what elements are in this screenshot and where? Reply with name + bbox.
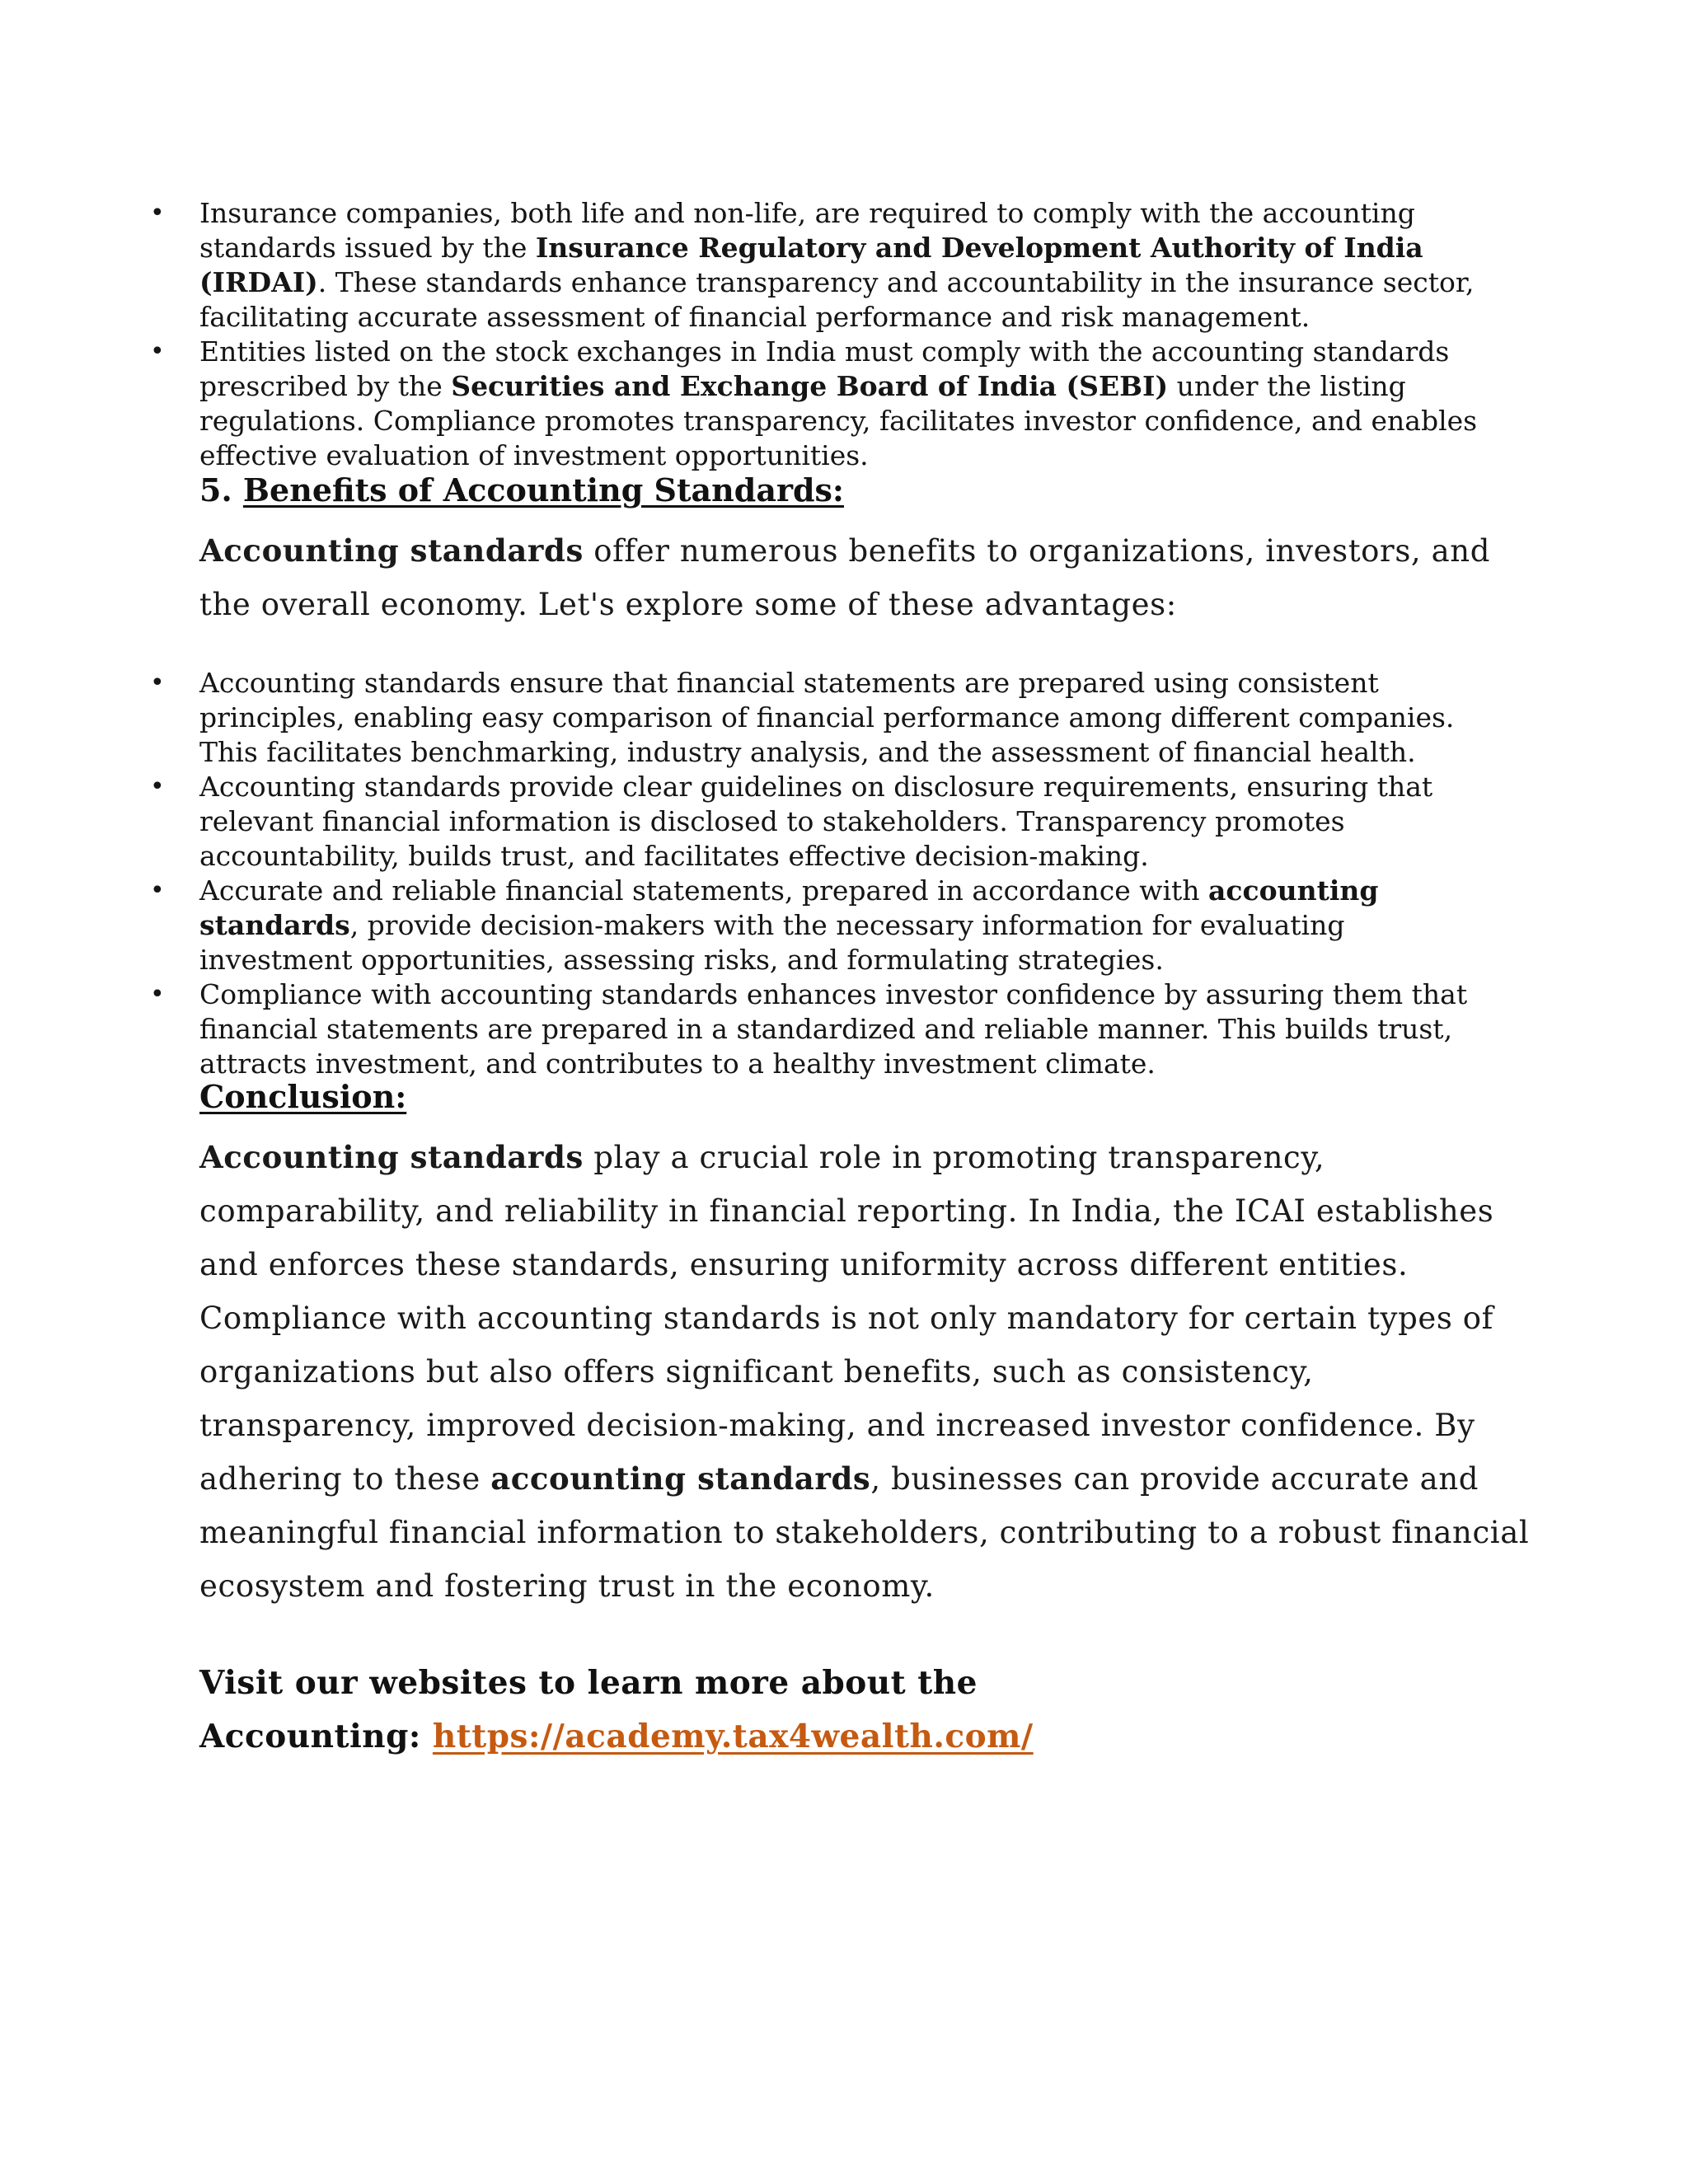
list-item-bold-text: Insurance Regulatory and Development Authority of India (IRDAI)	[199, 232, 1423, 298]
list-item-bold-text: accounting standards	[199, 874, 1379, 941]
section-title: Benefits of Accounting Standards:	[242, 471, 844, 509]
bullet-icon: •	[150, 199, 165, 227]
list-item	[148, 666, 1500, 770]
bullet-icon: •	[150, 772, 165, 801]
conclusion-text: , businesses can provide accurate and meaningful financial information to stakeholders, contributing to a robust financial ecosystem and fostering trust in the economy.	[199, 1461, 1530, 1604]
benefits-bullet-list	[148, 666, 1500, 1081]
visit-link-prefix: Accounting:	[199, 1718, 433, 1755]
section-heading	[199, 471, 844, 509]
list-item-text: Compliance with accounting standards enhances investor confidence by assuring them that financial statements are prepared in a standardized and reliable manner. This builds trust, attracts investment, and contributes to a healthy investment climate.	[199, 978, 1468, 1080]
list-item-text: Accounting standards ensure that financial statements are prepared using consistent principles, enabling easy comparison of financial performance among different companies. This facilitates benchmarking, industry analysis, and the assessment of financial health.	[199, 667, 1455, 768]
list-item	[148, 196, 1500, 335]
intro-bold-text: Accounting standards	[199, 532, 584, 569]
list-item-text: Insurance companies, both life and non-life, are required to comply with the accounting standards issued by the	[199, 197, 1415, 264]
academy-website-link[interactable]: https://academy.tax4wealth.com/	[432, 1718, 1034, 1755]
bullet-icon: •	[150, 668, 165, 697]
list-item-text: Entities listed on the stock exchanges in India must comply with the accounting standards prescribed by the	[199, 335, 1450, 402]
conclusion-paragraph	[199, 1131, 1535, 1613]
list-item-text: Accurate and reliable financial statements, prepared in accordance with	[199, 874, 1209, 907]
list-item-text: . These standards enhance transparency and accountability in the insurance sector, facilitating accurate assessment of financial performance and risk management.	[199, 266, 1475, 333]
conclusion-bold-text: accounting standards	[490, 1460, 871, 1497]
bullet-icon: •	[150, 337, 165, 366]
conclusion-text: play a crucial role in promoting transparency, comparability, and reliability in financial reporting. In India, the ICAI establishes and enforces these standards, ensuring uniformity across different entities. Compliance with accounting standards is not only mandatory for certain types of organizations but also offers significant benefits, such as consistency, transparency, improved decision-making, and increased investor confidence. By adhering to these	[199, 1140, 1494, 1497]
list-item-text: , provide decision-makers with the necessary information for evaluating investment opportunities, assessing risks, and formulating strategies.	[199, 909, 1345, 976]
intro-text: offer numerous benefits to organizations, investors, and the overall economy. Let's explore some of these advantages:	[199, 533, 1491, 622]
visit-link-line	[199, 1710, 1535, 1764]
list-item	[148, 770, 1500, 874]
conclusion-title: Conclusion:	[199, 1078, 407, 1115]
section-number: 5.	[199, 471, 243, 509]
regulator-bullet-list	[148, 196, 1500, 473]
list-item	[148, 977, 1500, 1081]
intro-paragraph	[199, 524, 1535, 631]
list-item-text: Accounting standards provide clear guidelines on disclosure requirements, ensuring that relevant financial information is disclosed to stakeholders. Transparency promotes accountability, builds trust, and facilitates effective decision-making.	[199, 771, 1433, 872]
bullet-icon: •	[150, 876, 165, 905]
list-item	[148, 874, 1500, 977]
list-item-bold-text: Securities and Exchange Board of India (SEBI)	[451, 370, 1169, 402]
visit-websites-block	[199, 1657, 1535, 1764]
conclusion-heading	[199, 1078, 406, 1116]
list-item-text: under the listing regulations. Compliance promotes transparency, facilitates investor confidence, and enables effective evaluation of investment opportunities.	[199, 370, 1478, 471]
visit-line: Visit our websites to learn more about the	[199, 1664, 978, 1702]
bullet-icon: •	[150, 980, 165, 1009]
conclusion-bold-text: Accounting standards	[199, 1139, 584, 1175]
list-item	[148, 335, 1500, 473]
